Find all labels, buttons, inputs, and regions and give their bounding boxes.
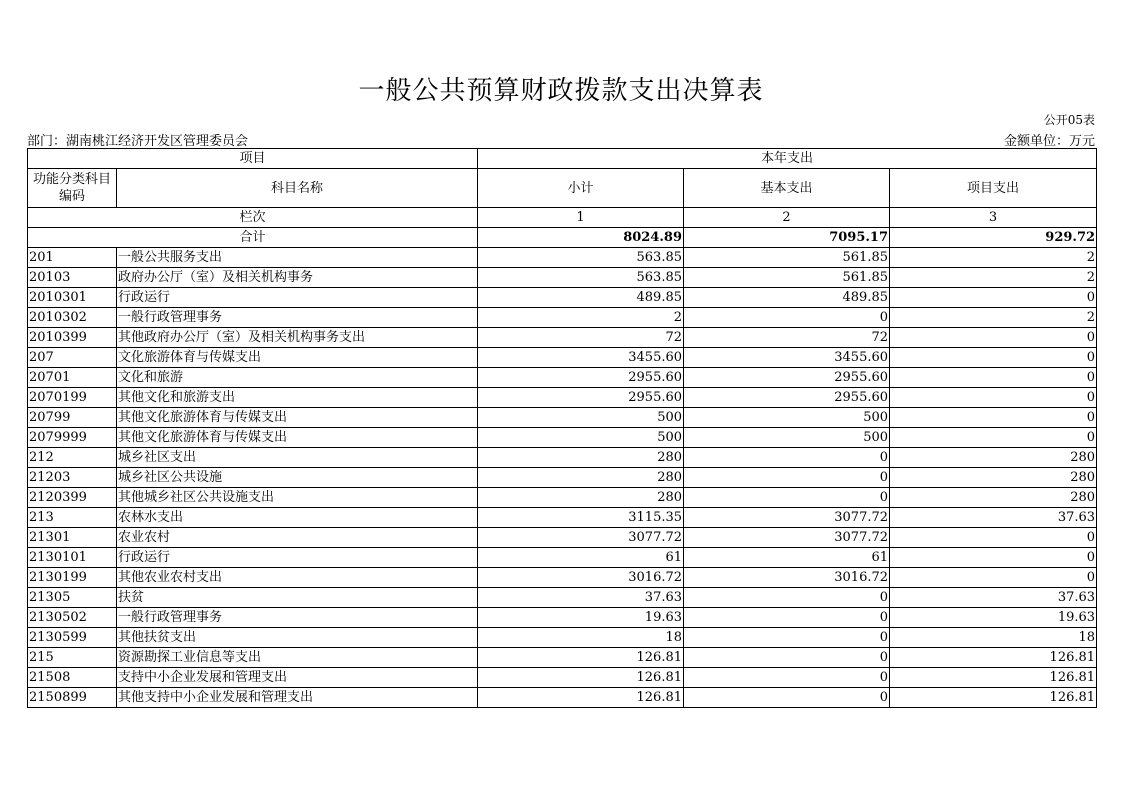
row-name: 其他扶贫支出 [117,628,478,648]
row-item: 126.81 [890,648,1097,668]
row-basic: 0 [684,468,890,488]
table-row [28,608,1097,628]
table-row [28,408,1097,428]
header-col3: 3 [890,208,1097,228]
row-basic: 3077.72 [684,508,890,528]
row-item: 0 [890,348,1097,368]
row-subtotal: 2955.60 [478,388,684,408]
row-code: 20103 [28,268,117,288]
table-row [28,308,1097,328]
row-item: 280 [890,488,1097,508]
row-item: 280 [890,448,1097,468]
row-basic: 0 [684,668,890,688]
row-basic: 72 [684,328,890,348]
row-code: 2070199 [28,388,117,408]
row-subtotal: 2955.60 [478,368,684,388]
row-subtotal: 3455.60 [478,348,684,368]
row-item: 0 [890,548,1097,568]
row-name: 其他农业农村支出 [117,568,478,588]
row-basic: 3077.72 [684,528,890,548]
row-name: 行政运行 [117,288,478,308]
row-name: 其他支持中小企业发展和管理支出 [117,688,478,708]
row-item: 0 [890,528,1097,548]
row-basic: 0 [684,608,890,628]
row-name: 其他城乡社区公共设施支出 [117,488,478,508]
row-subtotal: 18 [478,628,684,648]
row-basic: 489.85 [684,288,890,308]
row-code: 2079999 [28,428,117,448]
table-row [28,668,1097,688]
header-column-label: 栏次 [28,208,478,228]
row-basic: 0 [684,588,890,608]
row-item: 0 [890,428,1097,448]
row-code: 21508 [28,668,117,688]
table-row [28,368,1097,388]
header-item: 项目支出 [890,169,1097,208]
row-name: 支持中小企业发展和管理支出 [117,668,478,688]
table-row [28,448,1097,468]
header-subtotal: 小计 [478,169,684,208]
table-row [28,508,1097,528]
table-row [28,388,1097,408]
row-subtotal: 2 [478,308,684,328]
row-code: 201 [28,248,117,268]
page-title: 一般公共预算财政拨款支出决算表 [358,76,764,106]
row-code: 20701 [28,368,117,388]
row-code: 2120399 [28,488,117,508]
row-name: 农林水支出 [117,508,478,528]
table-row [28,288,1097,308]
row-name: 资源勘探工业信息等支出 [117,648,478,668]
row-basic: 500 [684,408,890,428]
row-item: 2 [890,248,1097,268]
table-row [28,588,1097,608]
row-name: 农业农村 [117,528,478,548]
row-name: 其他政府办公厅（室）及相关机构事务支出 [117,328,478,348]
table-row [28,528,1097,548]
row-code: 2010302 [28,308,117,328]
row-code: 2010399 [28,328,117,348]
row-item: 2 [890,308,1097,328]
table-row [28,548,1097,568]
row-subtotal: 500 [478,408,684,428]
row-subtotal: 500 [478,428,684,448]
row-name: 其他文化旅游体育与传媒支出 [117,428,478,448]
row-subtotal: 280 [478,468,684,488]
form-number: 公开05表 [1043,113,1095,127]
row-code: 207 [28,348,117,368]
row-subtotal: 280 [478,488,684,508]
row-item: 37.63 [890,588,1097,608]
expenditure-table [27,148,1097,708]
row-name: 一般公共服务支出 [117,248,478,268]
row-code: 2130502 [28,608,117,628]
total-subtotal: 8024.89 [478,228,684,248]
row-item: 126.81 [890,688,1097,708]
row-code: 215 [28,648,117,668]
header-project: 项目 [28,149,478,169]
row-item: 280 [890,468,1097,488]
row-subtotal: 563.85 [478,268,684,288]
row-item: 0 [890,568,1097,588]
row-code: 213 [28,508,117,528]
row-basic: 2955.60 [684,368,890,388]
header-col2: 2 [684,208,890,228]
header-name: 科目名称 [117,169,478,208]
row-code: 2150899 [28,688,117,708]
table-row [28,348,1097,368]
row-name: 行政运行 [117,548,478,568]
row-item: 126.81 [890,668,1097,688]
table-row [28,628,1097,648]
table-row [28,468,1097,488]
row-item: 0 [890,368,1097,388]
table-body [28,248,1097,708]
total-label: 合计 [28,228,478,248]
row-basic: 61 [684,548,890,568]
row-code: 20799 [28,408,117,428]
table-row [28,248,1097,268]
row-item: 0 [890,408,1097,428]
row-name: 城乡社区支出 [117,448,478,468]
table-row [28,268,1097,288]
row-subtotal: 72 [478,328,684,348]
row-code: 2130199 [28,568,117,588]
row-subtotal: 3016.72 [478,568,684,588]
row-subtotal: 563.85 [478,248,684,268]
row-code: 2010301 [28,288,117,308]
row-subtotal: 126.81 [478,648,684,668]
row-basic: 2955.60 [684,388,890,408]
row-name: 文化和旅游 [117,368,478,388]
total-item: 929.72 [890,228,1097,248]
table-row [28,428,1097,448]
row-item: 0 [890,328,1097,348]
row-item: 0 [890,388,1097,408]
table-row [28,688,1097,708]
header-basic: 基本支出 [684,169,890,208]
row-subtotal: 3115.35 [478,508,684,528]
row-item: 37.63 [890,508,1097,528]
row-item: 2 [890,268,1097,288]
row-name: 其他文化和旅游支出 [117,388,478,408]
row-code: 21305 [28,588,117,608]
row-basic: 0 [684,688,890,708]
row-code: 212 [28,448,117,468]
row-basic: 0 [684,448,890,468]
row-basic: 0 [684,628,890,648]
row-name: 文化旅游体育与传媒支出 [117,348,478,368]
row-subtotal: 19.63 [478,608,684,628]
row-basic: 3455.60 [684,348,890,368]
row-item: 19.63 [890,608,1097,628]
row-code: 21301 [28,528,117,548]
row-code: 21203 [28,468,117,488]
row-basic: 561.85 [684,268,890,288]
row-basic: 0 [684,308,890,328]
header-this-year: 本年支出 [478,149,1097,169]
table-row [28,328,1097,348]
row-name: 政府办公厅（室）及相关机构事务 [117,268,478,288]
row-basic: 500 [684,428,890,448]
row-code: 2130101 [28,548,117,568]
row-item: 0 [890,288,1097,308]
department-label: 部门：湖南桃江经济开发区管理委员会 [27,134,249,149]
row-name: 一般行政管理事务 [117,308,478,328]
row-subtotal: 489.85 [478,288,684,308]
table-row [28,488,1097,508]
row-name: 扶贫 [117,588,478,608]
row-basic: 561.85 [684,248,890,268]
amount-unit-label: 金额单位：万元 [1003,134,1095,149]
row-name: 城乡社区公共设施 [117,468,478,488]
row-basic: 0 [684,488,890,508]
row-subtotal: 61 [478,548,684,568]
row-name: 其他文化旅游体育与传媒支出 [117,408,478,428]
row-subtotal: 126.81 [478,688,684,708]
row-basic: 3016.72 [684,568,890,588]
row-subtotal: 37.63 [478,588,684,608]
row-subtotal: 3077.72 [478,528,684,548]
row-subtotal: 126.81 [478,668,684,688]
header-code: 功能分类科目编码 [28,169,117,208]
row-name: 一般行政管理事务 [117,608,478,628]
row-basic: 0 [684,648,890,668]
row-subtotal: 280 [478,448,684,468]
row-code: 2130599 [28,628,117,648]
total-basic: 7095.17 [684,228,890,248]
row-item: 18 [890,628,1097,648]
table-row [28,568,1097,588]
table-row [28,648,1097,668]
header-col1: 1 [478,208,684,228]
